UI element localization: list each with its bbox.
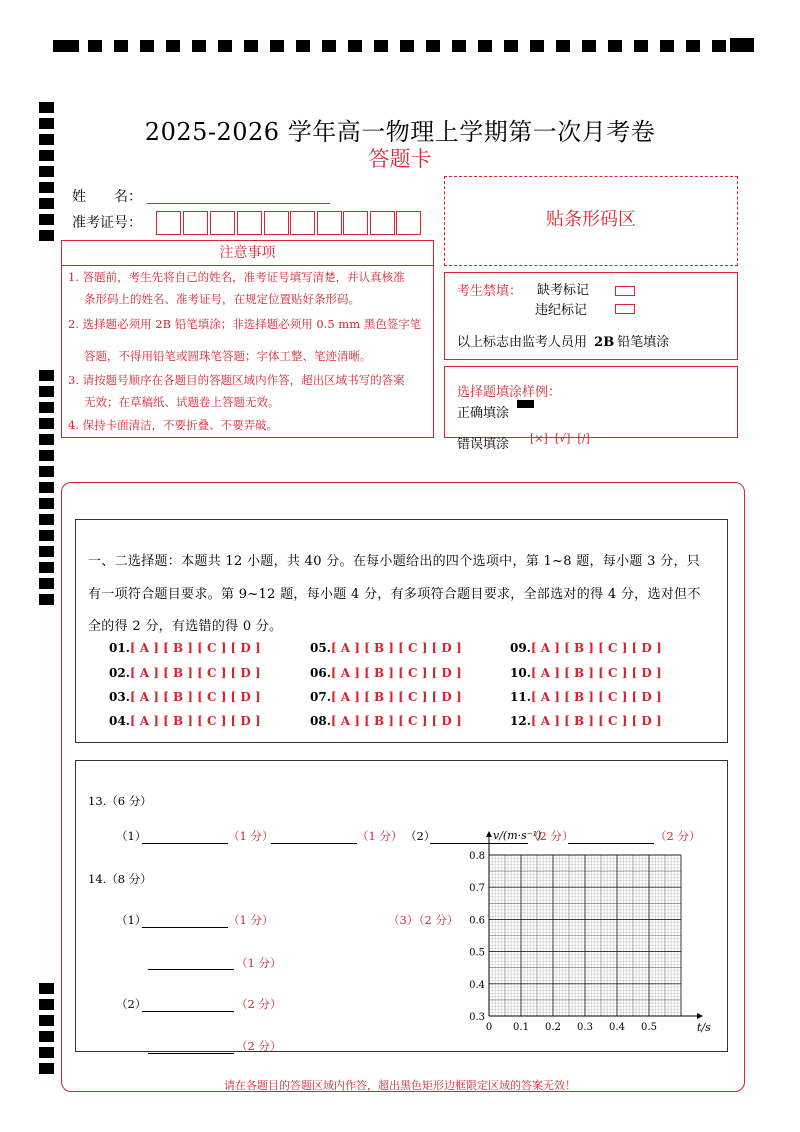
page-title: 2025-2026 学年高一物理上学期第一次月考卷 xyxy=(144,118,656,146)
notice-item: 条形码上的姓名、准考证号，在规定位置贴好条形码。 xyxy=(84,292,360,306)
barcode-area: 贴条形码区 xyxy=(444,176,738,266)
question-11[interactable]: 11.[ A ] [ B ] [ C ] [ D ] xyxy=(510,690,662,704)
notice-item: 4. 保持卡面清洁，不要折叠、不要弄破。 xyxy=(68,418,279,432)
y-tick-label: 0.3 xyxy=(469,1012,485,1023)
q14-points-2b: （2 分） xyxy=(236,1039,282,1053)
x-axis-label: t/s xyxy=(697,1021,711,1034)
x-tick-label: 0 xyxy=(485,1022,493,1033)
notice-heading: 注意事项 xyxy=(62,241,433,266)
q13-answer-1a[interactable] xyxy=(142,827,228,844)
q13-part2-label: （2） xyxy=(405,829,436,843)
question-10[interactable]: 10.[ A ] [ B ] [ C ] [ D ] xyxy=(510,666,662,680)
x-tick-label: 0.1 xyxy=(513,1022,529,1033)
q14-part3-label: （3） xyxy=(388,913,419,927)
y-axis-arrow xyxy=(486,831,492,837)
question-09[interactable]: 09.[ A ] [ B ] [ C ] [ D ] xyxy=(510,641,662,655)
question-04[interactable]: 04.[ A ] [ B ] [ C ] [ D ] xyxy=(109,714,261,728)
choice-instruction: 一、二选择题：本题共 12 小题，共 40 分。在每小题给出的四个选项中，第 1~8 题，每小题 3 分，只 xyxy=(88,554,701,569)
question-02[interactable]: 02.[ A ] [ B ] [ C ] [ D ] xyxy=(109,666,261,680)
fill-sample-box xyxy=(444,366,738,452)
name-field[interactable] xyxy=(147,203,330,204)
forbidden-label: 考生禁填： xyxy=(457,284,523,299)
x-axis-arrow xyxy=(697,1013,703,1019)
q14-points-2a: （2 分） xyxy=(236,997,282,1011)
notice-box xyxy=(61,240,434,438)
proctor-mark-box xyxy=(444,272,738,360)
notice-item: 3. 请按题号顺序在各题目的答题区域内作答，超出区域书写的答案 xyxy=(68,373,405,387)
velocity-time-graph[interactable] xyxy=(455,822,715,1036)
absent-label: 缺考标记 xyxy=(537,283,590,298)
question-08[interactable]: 08.[ A ] [ B ] [ C ] [ D ] xyxy=(310,714,462,728)
q14-points-1b: （1 分） xyxy=(236,956,282,970)
question-01[interactable]: 01.[ A ] [ B ] [ C ] [ D ] xyxy=(109,641,261,655)
q14-answer-2b[interactable] xyxy=(148,1037,234,1054)
name-label: 姓 名： xyxy=(72,189,142,205)
q13-heading: 13.（6 分） xyxy=(88,794,152,808)
question-12[interactable]: 12.[ A ] [ B ] [ C ] [ D ] xyxy=(510,714,662,728)
choice-section xyxy=(75,519,728,743)
notice-item: 1. 答题前，考生先将自己的姓名，准考证号填写清楚，并认真核准 xyxy=(68,270,405,284)
q13-part1-label: （1） xyxy=(116,829,147,843)
choice-instruction: 全的得 2 分，有选错的得 0 分。 xyxy=(88,619,283,634)
q14-points-1a: （1 分） xyxy=(228,913,274,927)
x-tick-label: 0.3 xyxy=(577,1022,593,1033)
y-tick-label: 0.4 xyxy=(469,979,485,991)
q13-points-2b: （2 分） xyxy=(655,829,701,843)
notice-item: 2. 选择题必须用 2B 铅笔填涂；非选择题必须用 0.5 mm 黑色签字笔 xyxy=(68,317,422,331)
q14-part1-label: （1） xyxy=(116,913,147,927)
q13-points-1b: （1 分） xyxy=(357,829,403,843)
wrong-fill-label: 错误填涂 xyxy=(457,437,510,452)
question-05[interactable]: 05.[ A ] [ B ] [ C ] [ D ] xyxy=(310,641,462,655)
x-tick-label: 0.5 xyxy=(641,1022,657,1033)
notice-item: 无效；在草稿纸、试题卷上答题无效。 xyxy=(84,395,280,409)
q13-points-2a: （2 分） xyxy=(528,829,574,843)
violation-mark-box[interactable] xyxy=(615,304,635,314)
x-tick-label: 0.2 xyxy=(545,1022,561,1033)
y-axis-label: v/(m·s⁻¹) xyxy=(493,829,542,842)
violation-label: 违纪标记 xyxy=(535,303,588,318)
choice-instruction: 有一项符合题目要求。第 9~12 题，每小题 4 分，有多项符合题目要求，全部选对的得 4 分，选对但不 xyxy=(88,587,701,602)
question-07[interactable]: 07.[ A ] [ B ] [ C ] [ D ] xyxy=(310,690,462,704)
q14-answer-2a[interactable] xyxy=(142,995,234,1012)
q14-points-3: （2 分） xyxy=(413,913,459,927)
y-tick-label: 0.7 xyxy=(469,883,485,895)
question-03[interactable]: 03.[ A ] [ B ] [ C ] [ D ] xyxy=(109,690,261,704)
id-label: 准考证号： xyxy=(72,215,142,231)
correct-fill-label: 正确填涂 xyxy=(457,406,510,421)
absent-mark-box[interactable] xyxy=(615,286,635,296)
q14-part2-label: （2） xyxy=(116,997,147,1011)
q14-heading: 14.（8 分） xyxy=(88,872,152,886)
y-tick-label: 0.8 xyxy=(469,851,485,862)
q13-answer-1b[interactable] xyxy=(271,827,357,844)
question-06[interactable]: 06.[ A ] [ B ] [ C ] [ D ] xyxy=(310,666,462,680)
q13-points-1a: （1 分） xyxy=(228,829,274,843)
y-tick-label: 0.5 xyxy=(469,947,485,959)
page-subtitle: 答题卡 xyxy=(368,147,432,171)
q14-answer-1b[interactable] xyxy=(148,953,234,970)
sample-label: 选择题填涂样例： xyxy=(457,385,562,400)
notice-item: 答题，不得用铅笔或圆珠笔答题；字体工整、笔迹清晰。 xyxy=(84,349,372,363)
correct-fill-mark xyxy=(517,400,534,408)
wrong-fill-marks: [×] [√] [/] xyxy=(530,432,590,445)
q14-answer-1a[interactable] xyxy=(142,911,228,928)
footer-warning: 请在各题目的答题区域内作答，超出黑色矩形边框限定区域的答案无效！ xyxy=(224,1079,576,1092)
x-tick-label: 0.4 xyxy=(609,1022,625,1033)
y-tick-label: 0.6 xyxy=(469,915,485,927)
proctor-note: 以上标志由监考人员用 2B 铅笔填涂 xyxy=(457,335,670,350)
